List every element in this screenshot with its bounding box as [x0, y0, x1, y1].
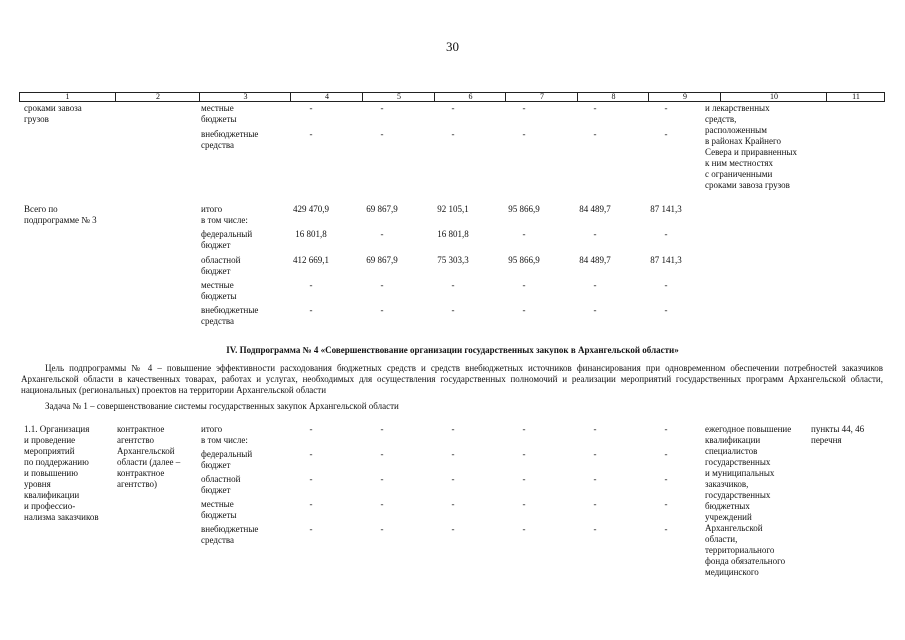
- value-cell: -: [664, 229, 668, 239]
- column-number: 3: [199, 93, 291, 101]
- value-cell: -: [309, 424, 313, 434]
- value-cell: 92 105,1: [437, 204, 469, 214]
- expected-result-text: ежегодное повышение квалификации специалистов государственных и муниципальных заказчиков, государственных бюджетных учреждений Архангельской области, территориального фонда обязательного медицинского: [705, 424, 792, 577]
- value-cell: -: [309, 449, 313, 459]
- value-cell: -: [593, 280, 597, 290]
- value-cell: -: [522, 305, 526, 315]
- value-cell: -: [522, 449, 526, 459]
- value-cell: -: [380, 449, 384, 459]
- task-heading: Задача № 1 – совершенствование системы государственных закупок Архангельской области: [45, 401, 399, 411]
- value-cell: -: [593, 103, 597, 113]
- column-number: 11: [826, 93, 885, 101]
- value-cell: -: [664, 449, 668, 459]
- table-column-header: [19, 92, 885, 102]
- funding-source-label: областной бюджет: [201, 474, 241, 495]
- subprogram-total-label: Всего по подпрограмме № 3: [24, 204, 97, 225]
- value-cell: -: [664, 424, 668, 434]
- value-cell: 95 866,9: [508, 204, 540, 214]
- value-cell: -: [451, 103, 455, 113]
- value-cell: 69 867,9: [366, 255, 398, 265]
- value-cell: -: [309, 305, 313, 315]
- value-cell: 429 470,9: [293, 204, 329, 214]
- expected-result-text: и лекарственных средств, расположенным в районах Крайнего Севера и приравненных к ним местностях с ограниченными сроками завоза грузов: [705, 103, 797, 190]
- value-cell: -: [593, 499, 597, 509]
- column-number: 4: [290, 93, 363, 101]
- value-cell: -: [380, 424, 384, 434]
- value-cell: -: [522, 474, 526, 484]
- value-cell: -: [380, 305, 384, 315]
- value-cell: -: [380, 280, 384, 290]
- funding-source-label: областной бюджет: [201, 255, 241, 276]
- value-cell: -: [593, 524, 597, 534]
- value-cell: -: [451, 280, 455, 290]
- value-cell: -: [522, 229, 526, 239]
- value-cell: -: [522, 280, 526, 290]
- value-cell: -: [593, 424, 597, 434]
- value-cell: -: [451, 474, 455, 484]
- goal-paragraph: Цель подпрограммы № 4 – повышение эффективности расходования бюджетных средств и средств внебюджетных источников финансирования при одновременном обеспечении потребностей заказчиков Архангельской области в качественных товарах, работах и услугах, необходимых для осуществления государственных полномочий и реализации мероприятий государственных программ Архангельской области, национальных (региональных) проектов на территории Архангельской области: [21, 363, 883, 395]
- value-cell: -: [522, 524, 526, 534]
- column-number: 1: [65, 92, 70, 101]
- value-cell: -: [522, 103, 526, 113]
- funding-source-label: федеральный бюджет: [201, 229, 253, 250]
- value-cell: -: [522, 499, 526, 509]
- value-cell: -: [593, 305, 597, 315]
- page-number: 30: [446, 39, 459, 54]
- value-cell: -: [380, 524, 384, 534]
- value-cell: -: [451, 524, 455, 534]
- value-cell: 87 141,3: [650, 255, 682, 265]
- value-cell: -: [664, 280, 668, 290]
- value-cell: -: [664, 129, 668, 139]
- value-cell: -: [380, 103, 384, 113]
- value-cell: 84 489,7: [579, 204, 611, 214]
- column-number: 9: [648, 93, 721, 101]
- value-cell: -: [309, 474, 313, 484]
- column-number: 7: [505, 93, 578, 101]
- funding-source-label: местные бюджеты: [201, 280, 237, 301]
- value-cell: 69 867,9: [366, 204, 398, 214]
- funding-source-label: внебюджетные средства: [201, 305, 259, 326]
- value-cell: -: [309, 103, 313, 113]
- value-cell: -: [664, 499, 668, 509]
- value-cell: -: [522, 129, 526, 139]
- funding-source-label: внебюджетные средства: [201, 524, 259, 545]
- value-cell: -: [593, 449, 597, 459]
- funding-source-label: местные бюджеты: [201, 103, 237, 124]
- value-cell: -: [593, 129, 597, 139]
- value-cell: 84 489,7: [579, 255, 611, 265]
- value-cell: -: [309, 524, 313, 534]
- value-cell: -: [522, 424, 526, 434]
- value-cell: -: [309, 499, 313, 509]
- value-cell: -: [380, 499, 384, 509]
- value-cell: 16 801,8: [437, 229, 469, 239]
- value-cell: -: [664, 103, 668, 113]
- value-cell: -: [451, 424, 455, 434]
- column-number: 10: [720, 93, 827, 101]
- funding-source-label: федеральный бюджет: [201, 449, 253, 470]
- value-cell: -: [451, 129, 455, 139]
- column-number: 5: [362, 93, 435, 101]
- column-number: 2: [115, 93, 200, 101]
- value-cell: -: [664, 474, 668, 484]
- column-number: 8: [577, 93, 649, 101]
- column-number: 6: [434, 93, 506, 101]
- value-cell: 412 669,1: [293, 255, 329, 265]
- funding-source-label: итого в том числе:: [201, 204, 248, 225]
- value-cell: -: [451, 449, 455, 459]
- value-cell: -: [593, 474, 597, 484]
- value-cell: -: [309, 129, 313, 139]
- value-cell: -: [309, 280, 313, 290]
- value-cell: -: [451, 305, 455, 315]
- value-cell: -: [451, 499, 455, 509]
- value-cell: -: [380, 229, 384, 239]
- value-cell: -: [664, 524, 668, 534]
- section-title: IV. Подпрограмма № 4 «Совершенствование организации государственных закупок в Архангельской области»: [226, 345, 679, 355]
- activity-name: 1.1. Организация и проведение мероприятий по поддержанию и повышению уровня квалификации и профессио- нализма заказчиков: [24, 424, 99, 522]
- reference-text: пункты 44, 46 перечня: [811, 424, 865, 445]
- funding-source-label: внебюджетные средства: [201, 129, 259, 150]
- value-cell: -: [664, 305, 668, 315]
- responsible-executor: контрактное агентство Архангельской области (далее – контрактное агентство): [117, 424, 181, 489]
- value-cell: -: [593, 229, 597, 239]
- value-cell: 75 303,3: [437, 255, 469, 265]
- value-cell: 87 141,3: [650, 204, 682, 214]
- value-cell: -: [380, 474, 384, 484]
- activity-name-continued: сроками завоза грузов: [24, 103, 82, 124]
- value-cell: 95 866,9: [508, 255, 540, 265]
- funding-source-label: итого в том числе:: [201, 424, 248, 445]
- funding-source-label: местные бюджеты: [201, 499, 237, 520]
- value-cell: -: [380, 129, 384, 139]
- value-cell: 16 801,8: [295, 229, 327, 239]
